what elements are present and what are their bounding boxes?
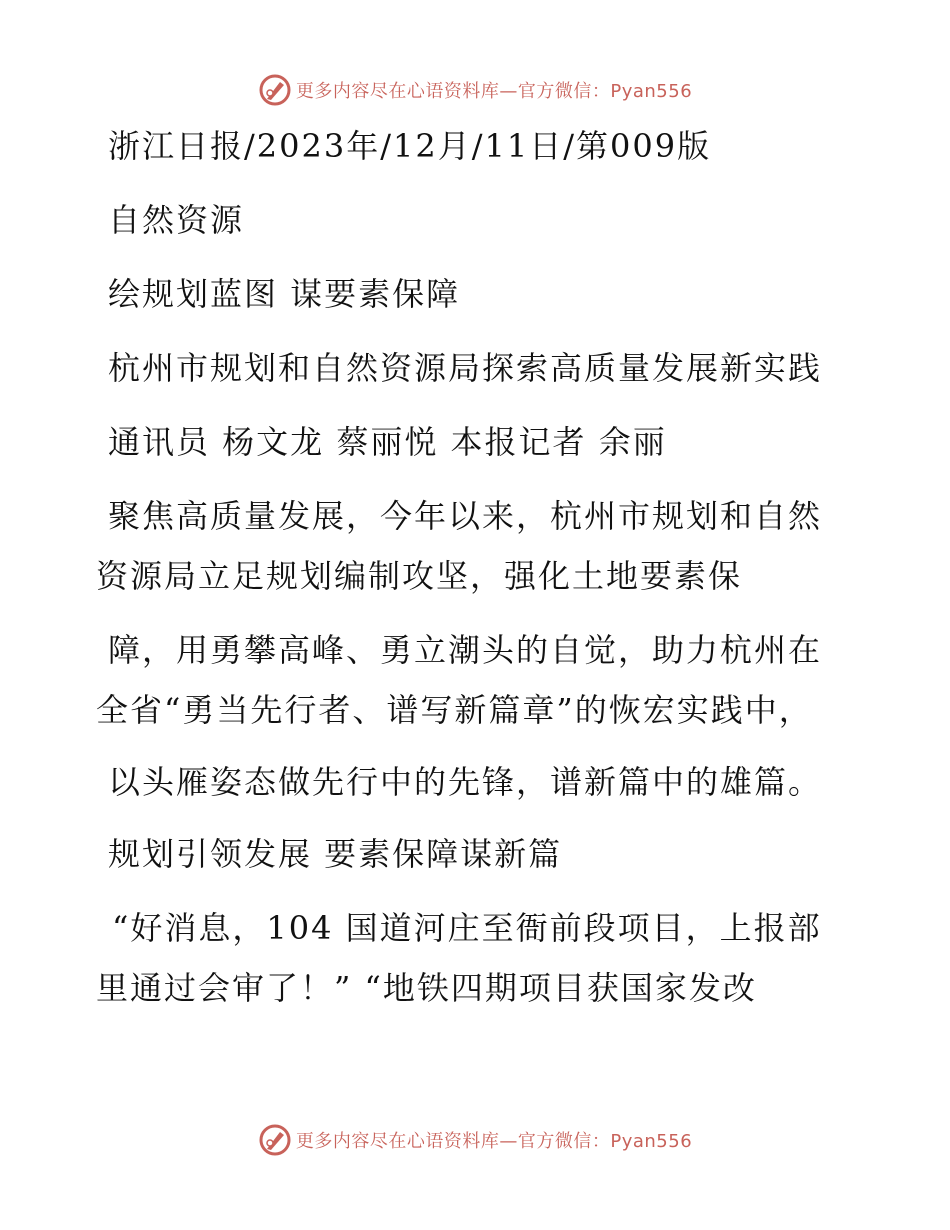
header-watermark-banner (0, 70, 950, 110)
lead-paragraph-line: 障，用勇攀高峰、勇立潮头的自觉，助力杭州在 (108, 631, 823, 669)
subheadline: 杭州市规划和自然资源局探索高质量发展新实践 (108, 349, 823, 387)
lead-paragraph-line: 以头雁姿态做先行中的先锋，谱新篇中的雄篇。 (108, 763, 823, 801)
lead-paragraph-line: 全省“勇当先行者、谱写新篇章”的恢宏实践中， (96, 691, 813, 729)
footer-watermark-text: 更多内容尽在心语资料库—官方微信：Pyan556 (295, 1131, 693, 1152)
byline: 通讯员 杨文龙 蔡丽悦 本报记者 余丽 (108, 423, 667, 461)
dateline: 浙江日报/2023年/12月/11日/第009版 (108, 127, 712, 165)
body-paragraph-line: 里通过会审了！” “地铁四期项目获国家发改 (96, 969, 757, 1007)
quill-logo-icon (258, 1123, 292, 1157)
footer-watermark-banner (0, 1120, 950, 1160)
quill-logo-icon (258, 73, 292, 107)
section-heading: 规划引领发展 要素保障谋新篇 (108, 835, 563, 873)
lead-paragraph-line: 聚焦高质量发展，今年以来，杭州市规划和自然 (108, 497, 823, 535)
header-watermark-text: 更多内容尽在心语资料库—官方微信：Pyan556 (295, 81, 693, 102)
body-paragraph-line: “好消息，104 国道河庄至衙前段项目，上报部 (112, 909, 822, 947)
section-label: 自然资源 (108, 201, 245, 239)
headline: 绘规划蓝图 谋要素保障 (108, 275, 461, 313)
lead-paragraph-line: 资源局立足规划编制攻坚，强化土地要素保 (96, 557, 743, 595)
